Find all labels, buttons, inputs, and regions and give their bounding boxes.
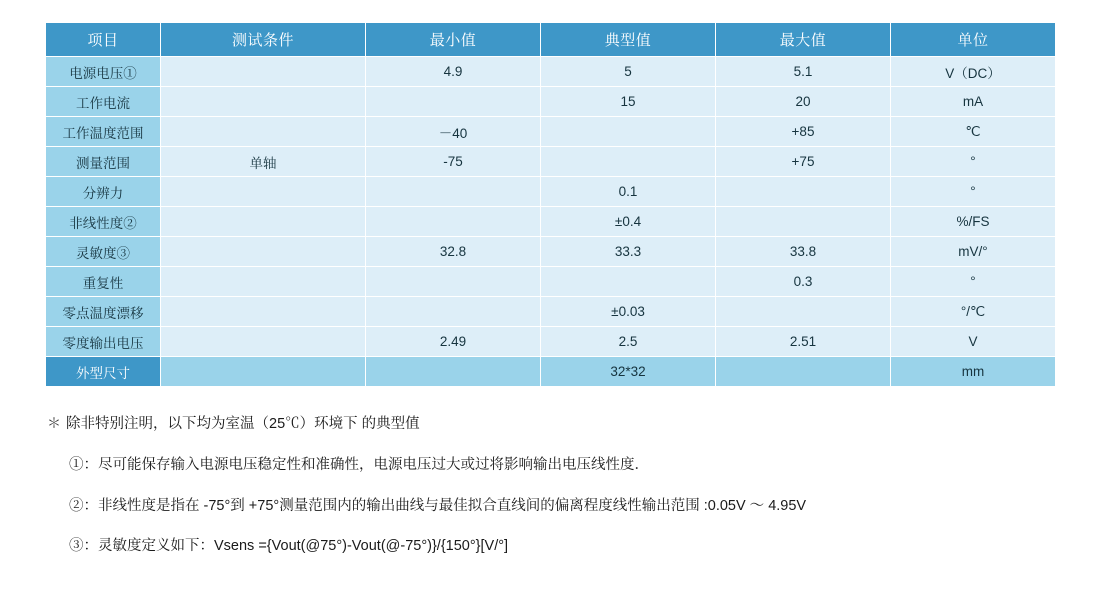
row-max-value: +75 — [716, 147, 891, 177]
row-item-label: 工作电流 — [46, 87, 161, 117]
row-typical-value — [541, 117, 716, 147]
footnote-star — [47, 413, 1060, 436]
table-row — [46, 117, 1056, 147]
row-item-label: 分辨力 — [46, 177, 161, 207]
row-test-condition: 单轴 — [161, 147, 366, 177]
row-item-label: 外型尺寸 — [46, 357, 161, 387]
row-typical-value — [541, 267, 716, 297]
column-header-item: 项目 — [46, 23, 161, 57]
row-item-label: 重复性 — [46, 267, 161, 297]
row-min-value — [366, 267, 541, 297]
row-unit: mV/° — [891, 237, 1056, 267]
row-test-condition — [161, 237, 366, 267]
row-test-condition — [161, 297, 366, 327]
table-row — [46, 87, 1056, 117]
row-max-value: 2.51 — [716, 327, 891, 357]
row-min-value — [366, 297, 541, 327]
row-item-label: 零度输出电压 — [46, 327, 161, 357]
footnote-star-text: 除非特别注明，以下均为室温（25℃）环境下 的典型值 — [66, 416, 420, 432]
table-row — [46, 207, 1056, 237]
row-test-condition — [161, 87, 366, 117]
row-unit: %/FS — [891, 207, 1056, 237]
row-test-condition — [161, 57, 366, 87]
row-min-value — [366, 177, 541, 207]
row-test-condition — [161, 357, 366, 387]
row-test-condition — [161, 267, 366, 297]
table-row — [46, 147, 1056, 177]
row-min-value: 4.9 — [366, 57, 541, 87]
table-row — [46, 237, 1056, 267]
footnote-3: ③：灵敏度定义如下：Vsens ={Vout(@75°)-Vout(@-75°)}/{150°}[V/°] — [69, 538, 509, 555]
row-item-label: 电源电压① — [46, 57, 161, 87]
column-header-min: 最小值 — [366, 23, 541, 57]
row-min-value: －40 — [366, 117, 541, 147]
table-row — [46, 267, 1056, 297]
row-max-value: 5.1 — [716, 57, 891, 87]
row-min-value: -75 — [366, 147, 541, 177]
row-max-value — [716, 207, 891, 237]
row-unit: ° — [891, 147, 1056, 177]
row-max-value: +85 — [716, 117, 891, 147]
row-min-value — [366, 87, 541, 117]
table-row — [46, 357, 1056, 387]
column-header-unit: 单位 — [891, 23, 1056, 57]
row-typical-value: 15 — [541, 87, 716, 117]
row-test-condition — [161, 327, 366, 357]
row-typical-value: 32*32 — [541, 357, 716, 387]
row-unit: ° — [891, 177, 1056, 207]
footnote-2: ②：非线性度是指在 -75°到 +75°测量范围内的输出曲线与最佳拟合直线间的偏离程度线性输出范围 :0.05V ～ 4.95V — [69, 497, 807, 514]
footnote-1: ①：尽可能保存输入电源电压稳定性和准确性，电源电压过大或过将影响输出电压线性度． — [69, 456, 649, 473]
asterisk-icon: ＊ — [47, 415, 61, 431]
row-typical-value: ±0.4 — [541, 207, 716, 237]
table-row — [46, 297, 1056, 327]
row-test-condition — [161, 207, 366, 237]
row-max-value — [716, 177, 891, 207]
row-unit: ° — [891, 267, 1056, 297]
row-min-value: 32.8 — [366, 237, 541, 267]
row-item-label: 零点温度漂移 — [46, 297, 161, 327]
row-max-value — [716, 357, 891, 387]
table-row — [46, 327, 1056, 357]
table-row — [46, 177, 1056, 207]
row-typical-value: ±0.03 — [541, 297, 716, 327]
column-header-typical: 典型值 — [541, 23, 716, 57]
row-unit: °/℃ — [891, 297, 1056, 327]
table-header — [46, 23, 1056, 57]
header-row — [46, 23, 1056, 57]
column-header-max: 最大值 — [716, 23, 891, 57]
row-typical-value: 2.5 — [541, 327, 716, 357]
row-typical-value — [541, 147, 716, 177]
row-item-label: 测量范围 — [46, 147, 161, 177]
row-unit: mm — [891, 357, 1056, 387]
row-unit: V — [891, 327, 1056, 357]
row-min-value — [366, 207, 541, 237]
row-unit: V（DC） — [891, 57, 1056, 87]
row-typical-value: 5 — [541, 57, 716, 87]
row-max-value: 0.3 — [716, 267, 891, 297]
row-item-label: 工作温度范围 — [46, 117, 161, 147]
row-max-value: 20 — [716, 87, 891, 117]
row-item-label: 非线性度② — [46, 207, 161, 237]
row-min-value — [366, 357, 541, 387]
row-unit: mA — [891, 87, 1056, 117]
table-body — [46, 57, 1056, 387]
specification-table — [45, 22, 1056, 387]
row-item-label: 灵敏度③ — [46, 237, 161, 267]
row-test-condition — [161, 117, 366, 147]
row-unit: ℃ — [891, 117, 1056, 147]
column-header-test-condition: 测试条件 — [161, 23, 366, 57]
row-max-value: 33.8 — [716, 237, 891, 267]
row-typical-value: 33.3 — [541, 237, 716, 267]
table-row — [46, 57, 1056, 87]
row-min-value: 2.49 — [366, 327, 541, 357]
footnotes — [45, 413, 1060, 558]
row-test-condition — [161, 177, 366, 207]
row-max-value — [716, 297, 891, 327]
row-typical-value: 0.1 — [541, 177, 716, 207]
